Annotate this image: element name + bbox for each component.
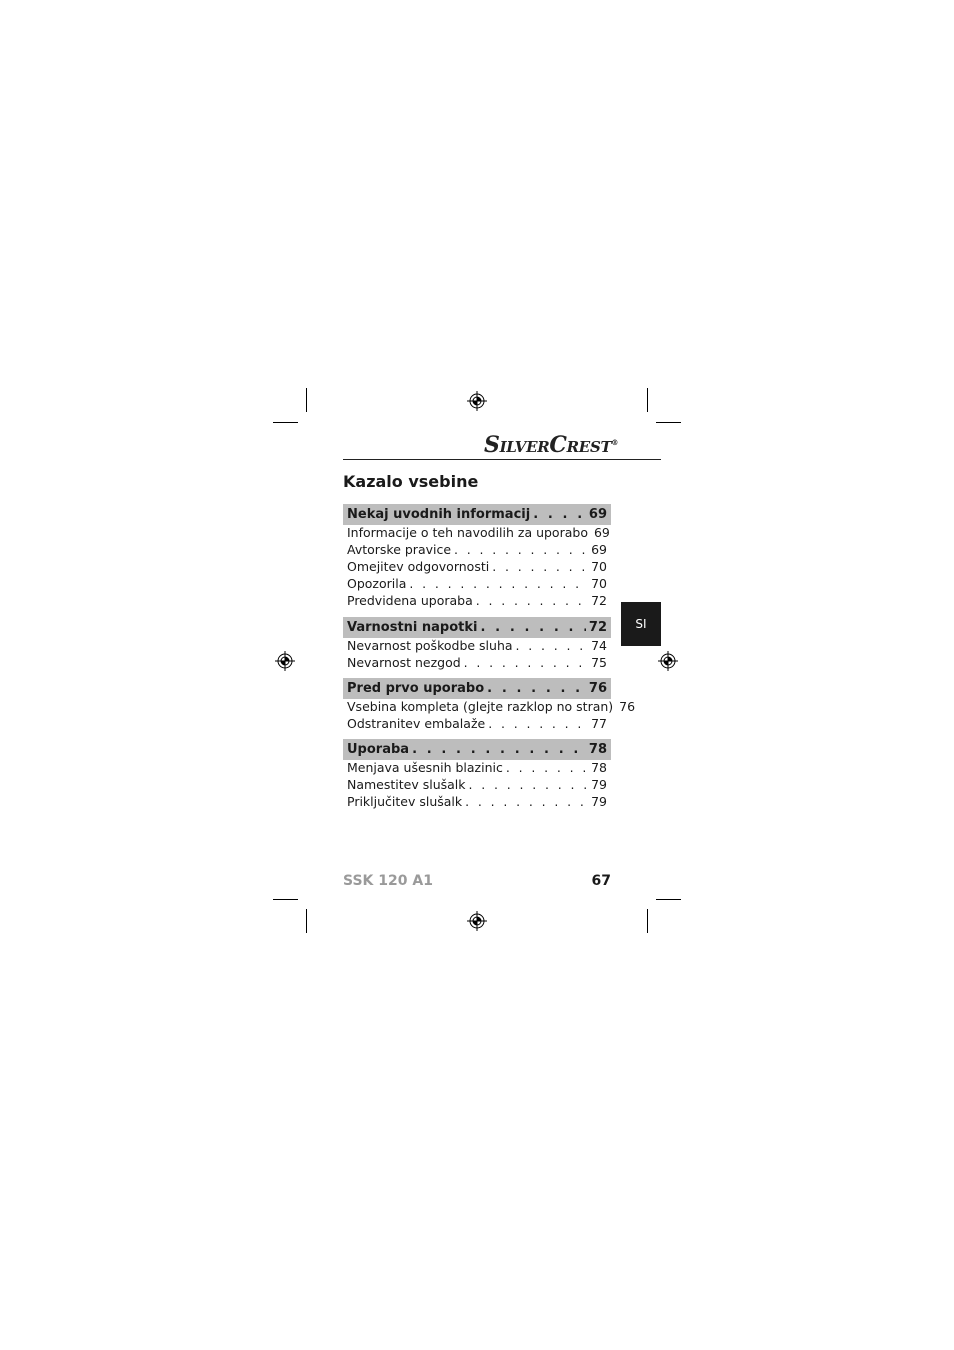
crop-mark-bottom-right-vertical <box>647 909 648 933</box>
toc-entry-page: 70 <box>591 559 607 574</box>
toc-entry[interactable] <box>347 525 610 542</box>
toc-entry-page: 69 <box>593 525 610 540</box>
toc-title: Kazalo vsebine <box>343 472 479 491</box>
crop-mark-bottom-right-horizontal <box>656 899 681 900</box>
toc-entry-label: Namestitev slušalk <box>347 777 466 792</box>
toc-entry-label: Nevarnost poškodbe sluha <box>347 638 513 653</box>
footer-page-number: 67 <box>591 873 611 889</box>
dot-leader <box>454 542 588 557</box>
toc-entry[interactable] <box>347 593 607 610</box>
toc-entry-label: Avtorske pravice <box>347 542 452 557</box>
toc-entry-label: Nevarnost nezgod <box>347 655 461 670</box>
toc-entry-label: Menjava ušesnih blazinic <box>347 760 503 775</box>
toc-entry-label: Vsebina kompleta (glejte razklop no stran) <box>347 699 614 714</box>
header-rule <box>343 459 661 460</box>
brand-word-ilver: ILVER <box>499 438 550 456</box>
crop-mark-top-right-horizontal <box>656 422 681 423</box>
dot-leader <box>412 742 586 757</box>
dot-leader <box>481 620 586 635</box>
toc-entry-page: 69 <box>591 542 607 557</box>
crop-mark-bottom-left-horizontal <box>273 899 298 900</box>
language-tab-label: SI <box>635 617 647 631</box>
crop-mark-top-left-vertical <box>306 388 307 412</box>
registration-mark-icon <box>658 651 678 671</box>
dot-leader <box>409 576 588 591</box>
toc-entry[interactable] <box>347 576 607 593</box>
language-tab <box>621 602 661 646</box>
toc-entry-page: 76 <box>619 699 636 714</box>
toc-entry[interactable] <box>347 655 607 672</box>
brand-logo <box>484 432 619 458</box>
brand-word-rest: REST <box>566 438 612 456</box>
toc-entry[interactable] <box>347 716 607 733</box>
toc-section-page: 69 <box>588 507 607 522</box>
dot-leader <box>464 655 588 670</box>
toc-entry[interactable] <box>347 559 607 576</box>
toc-entry[interactable] <box>347 542 607 559</box>
toc-entry[interactable] <box>347 699 636 716</box>
toc-section-label: Nekaj uvodnih informacij <box>347 507 531 522</box>
toc-section-label: Pred prvo uporabo <box>347 681 485 696</box>
toc-section-label: Varnostni napotki <box>347 620 478 635</box>
toc-entry-page: 70 <box>591 576 607 591</box>
registration-mark-icon <box>275 651 295 671</box>
dot-leader <box>506 760 588 775</box>
footer-model: SSK 120 A1 <box>343 873 433 889</box>
toc-entry[interactable] <box>347 638 607 655</box>
dot-leader <box>488 716 588 731</box>
toc-section-heading[interactable] <box>343 678 611 699</box>
registered-trademark: ® <box>611 438 619 447</box>
dot-leader <box>533 507 586 522</box>
registration-mark-icon <box>467 911 487 931</box>
crop-mark-bottom-left-vertical <box>306 909 307 933</box>
toc-entry-label: Informacije o teh navodilih za uporabo <box>347 525 588 540</box>
toc-entry-page: 75 <box>591 655 607 670</box>
toc-section-label: Uporaba <box>347 742 410 757</box>
toc-entry-page: 72 <box>591 593 607 608</box>
brand-initial-c: C <box>549 432 567 458</box>
dot-leader <box>516 638 589 653</box>
toc-section-heading[interactable] <box>343 617 611 638</box>
toc-section-heading[interactable] <box>343 504 611 525</box>
toc-entry-label: Odstranitev embalaže <box>347 716 486 731</box>
toc-section-page: 78 <box>588 742 607 757</box>
registration-mark-icon <box>467 391 487 411</box>
crop-mark-top-right-vertical <box>647 388 648 412</box>
toc-entry-page: 78 <box>591 760 607 775</box>
toc-entry-label: Priključitev slušalk <box>347 794 463 809</box>
dot-leader <box>469 777 589 792</box>
toc-section-page: 76 <box>588 681 607 696</box>
dot-leader <box>465 794 588 809</box>
toc-entry[interactable] <box>347 794 607 811</box>
toc-entry[interactable] <box>347 777 607 794</box>
toc-entry-label: Opozorila <box>347 576 407 591</box>
dot-leader <box>476 593 588 608</box>
crop-mark-top-left-horizontal <box>273 422 298 423</box>
toc-entry-label: Predvidena uporaba <box>347 593 473 608</box>
brand-initial-s: S <box>484 432 500 458</box>
toc-entry-page: 79 <box>591 794 607 809</box>
dot-leader <box>492 559 588 574</box>
toc-section-heading[interactable] <box>343 739 611 760</box>
toc-entry[interactable] <box>347 760 607 777</box>
toc-entry-page: 74 <box>591 638 607 653</box>
dot-leader <box>487 681 586 696</box>
toc-section-page: 72 <box>588 620 607 635</box>
toc-entry-label: Omejitev odgovornosti <box>347 559 490 574</box>
toc-entry-page: 77 <box>591 716 607 731</box>
toc-entry-page: 79 <box>591 777 607 792</box>
